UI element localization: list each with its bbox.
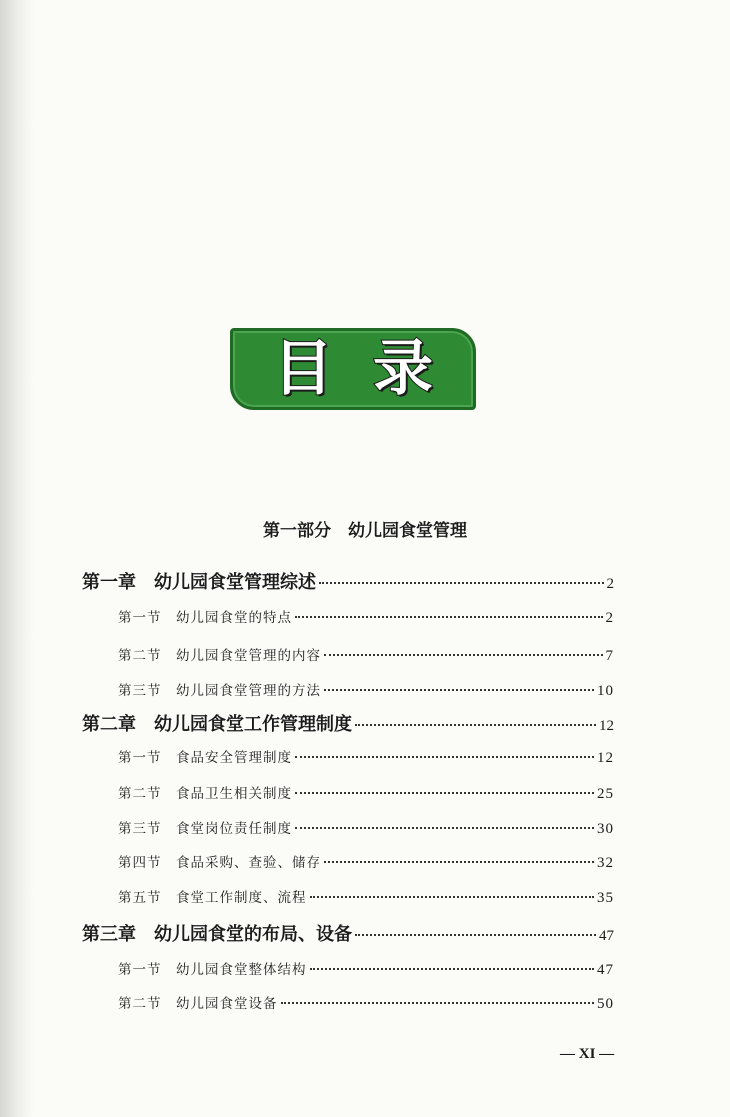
toc-entry-page: 25 (597, 786, 614, 802)
dot-leader (295, 616, 603, 618)
toc-heading-box (230, 328, 476, 410)
toc-entry-page: 2 (605, 610, 614, 626)
toc-section-2-1[interactable] (118, 746, 614, 767)
toc-entry-label: 第三节 幼儿园食堂管理的方法 (118, 683, 321, 699)
dot-leader (324, 861, 594, 863)
toc-entry-label: 第一章 幼儿园食堂管理综述 (82, 572, 316, 593)
toc-section-1-1[interactable] (118, 606, 614, 627)
toc-chapter-1[interactable] (82, 568, 614, 594)
toc-entry-page: 7 (605, 648, 614, 664)
toc-entry-page: 32 (597, 855, 614, 871)
dot-leader (295, 756, 594, 758)
toc-entry-page: 12 (599, 718, 614, 734)
toc-entry-label: 第三节 食堂岗位责任制度 (118, 821, 292, 837)
toc-entry-label: 第二节 食品卫生相关制度 (118, 786, 292, 802)
toc-section-2-5[interactable] (118, 886, 614, 907)
dot-leader (310, 968, 595, 970)
toc-entry-page: 35 (597, 890, 614, 906)
toc-entry-label: 第一节 幼儿园食堂的特点 (118, 610, 292, 626)
toc-entry-label: 第二章 幼儿园食堂工作管理制度 (82, 714, 352, 735)
dot-leader (319, 582, 604, 584)
toc-entry-page: 12 (597, 750, 614, 766)
dot-leader (324, 689, 594, 691)
page-number: — XI — (560, 1046, 615, 1062)
dot-leader (355, 724, 596, 726)
toc-section-2-2[interactable] (118, 782, 614, 803)
toc-entry-label: 第一节 幼儿园食堂整体结构 (118, 962, 307, 978)
toc-section-1-3[interactable] (118, 679, 614, 700)
toc-entry-label: 第二节 幼儿园食堂管理的内容 (118, 648, 321, 664)
page-edge-shadow (0, 0, 34, 1117)
part-title-text: 第一部分 幼儿园食堂管理 (263, 521, 467, 541)
toc-entry-label: 第三章 幼儿园食堂的布局、设备 (82, 924, 352, 945)
dot-leader (310, 896, 595, 898)
toc-entry-page: 50 (597, 996, 614, 1012)
dot-leader (324, 654, 603, 656)
toc-section-2-4[interactable] (118, 851, 614, 872)
toc-heading: 目录 (273, 334, 473, 404)
toc-section-2-3[interactable] (118, 817, 614, 838)
toc-chapter-2[interactable] (82, 710, 614, 736)
toc-entry-label: 第二节 幼儿园食堂设备 (118, 996, 278, 1012)
toc-entry-page: 2 (606, 576, 614, 592)
toc-entry-label: 第一节 食品安全管理制度 (118, 750, 292, 766)
toc-section-3-2[interactable] (118, 992, 614, 1013)
toc-chapter-3[interactable] (82, 920, 614, 946)
toc-section-1-2[interactable] (118, 644, 614, 665)
toc-entry-page: 47 (597, 962, 614, 978)
dot-leader (295, 827, 594, 829)
toc-entry-label: 第五节 食堂工作制度、流程 (118, 890, 307, 906)
toc-entry-page: 47 (599, 928, 614, 944)
toc-section-3-1[interactable] (118, 958, 614, 979)
dot-leader (355, 934, 596, 936)
toc-entry-page: 10 (597, 683, 614, 699)
part-title (0, 516, 730, 541)
toc-entry-label: 第四节 食品采购、查验、储存 (118, 855, 321, 871)
dot-leader (295, 792, 594, 794)
dot-leader (281, 1002, 595, 1004)
toc-entry-page: 30 (597, 821, 614, 837)
